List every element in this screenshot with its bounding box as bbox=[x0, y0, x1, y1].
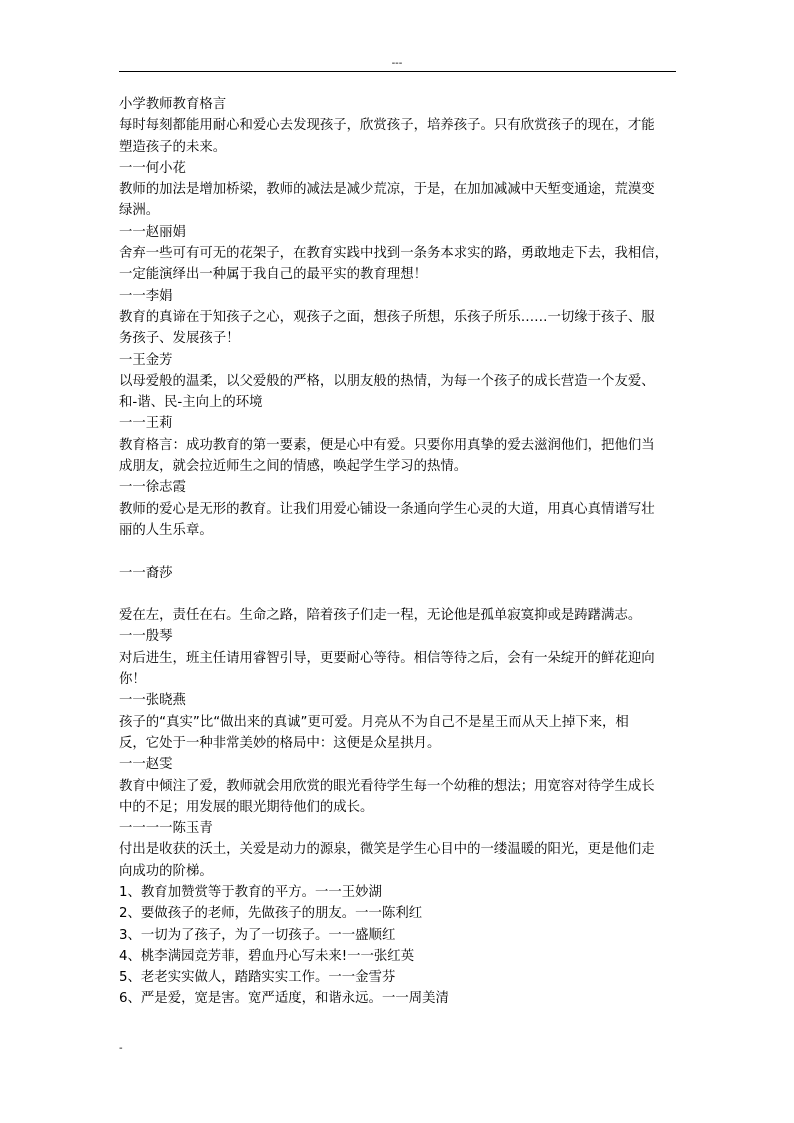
text-line: 一一王莉 bbox=[119, 416, 173, 432]
text-line: 一一张晓燕 bbox=[119, 693, 186, 709]
text-line: 一一赵雯 bbox=[119, 757, 173, 773]
text-line: 教师的爱心是无形的教育。让我们用爱心铺设一条通向学生心灵的大道，用真心真情谱写壮 bbox=[119, 501, 655, 517]
text-line: 一一徐志霞 bbox=[119, 480, 186, 496]
text-line: 付出是收获的沃土，关爱是动力的源泉，微笑是学生心目中的一缕温暖的阳光，更是他们走 bbox=[119, 842, 655, 858]
text-line: 教育中倾注了爱，教师就会用欣赏的眼光看待学生每一个幼稚的想法；用宽容对待学生成长 bbox=[119, 778, 655, 794]
text-line: 塑造孩子的未来。 bbox=[119, 139, 227, 155]
text-line: 中的不足；用发展的眼光期待他们的成长。 bbox=[119, 799, 374, 815]
text-line: 3、一切为了孩子，为了一切孩子。一一盛顺红 bbox=[119, 927, 396, 943]
page-header-mark: --- bbox=[391, 58, 403, 69]
text-line: 一一裔莎 bbox=[119, 565, 173, 581]
text-line: 一一李娟 bbox=[119, 288, 173, 304]
text-line: 5、老老实实做人，踏踏实实工作。一一金雪芬 bbox=[119, 970, 396, 986]
text-line: 孩子的“真实”比“做出来的真诚”更可爱。月亮从不为自己不是星王而从天上掉下来，相 bbox=[119, 714, 629, 730]
text-line: 反，它处于一种非常美妙的格局中：这便是众星拱月。 bbox=[119, 735, 441, 751]
text-line: 1、教育加赞赏等于教育的平方。一一王妙湖 bbox=[119, 884, 382, 900]
text-line: 向成功的阶梯。 bbox=[119, 863, 213, 879]
text-line bbox=[119, 584, 679, 605]
header-rule bbox=[119, 71, 676, 72]
text-line: 4、桃李满园竞芳菲，碧血丹心写未来!一一张红英 bbox=[119, 948, 415, 964]
document-title: 小学教师教育格言 bbox=[119, 97, 227, 112]
text-line: 绿洲。 bbox=[119, 203, 160, 219]
text-line: 对后进生，班主任请用睿智引导，更要耐心等待。相信等待之后，会有一朵绽开的鲜花迎向 bbox=[119, 650, 655, 666]
text-line: 一一何小花 bbox=[119, 160, 186, 176]
text-line: 以母爱般的温柔，以父爱般的严格，以朋友般的热情，为每一个孩子的成长营造一个友爱、 bbox=[119, 373, 655, 389]
text-line: 一一一一陈玉青 bbox=[119, 821, 213, 837]
text-line: 爱在左，责任在右。生命之路，陪着孩子们走一程，无论他是孤单寂寞抑或是踌躇满志。 bbox=[119, 608, 642, 624]
text-line: 每时每刻都能用耐心和爱心去发现孩子，欣赏孩子，培养孩子。只有欣赏孩子的现在，才能 bbox=[119, 118, 655, 134]
text-line: 6、严是爱，宽是害。宽严适度，和谐永远。一一周美清 bbox=[119, 991, 449, 1007]
text-line: 你！ bbox=[119, 672, 146, 688]
text-line: 教师的加法是增加桥梁，教师的减法是减少荒凉，于是，在加加减减中天堑变通途，荒漠变 bbox=[119, 182, 655, 198]
text-line: 舍弃一些可有可无的花架子，在教育实践中找到一条务本求实的路，勇敢地走下去，我相信， bbox=[119, 246, 669, 262]
text-line: 丽的人生乐章。 bbox=[119, 522, 213, 538]
text-line: 务孩子、发展孩子！ bbox=[119, 331, 240, 347]
text-line: 教育格言：成功教育的第一要素，便是心中有爱。只要你用真挚的爱去滋润他们，把他们当 bbox=[119, 437, 655, 453]
text-line: 2、要做孩子的老师，先做孩子的朋友。一一陈利红 bbox=[119, 906, 423, 922]
document-body bbox=[119, 94, 679, 1010]
text-line bbox=[119, 541, 679, 562]
page-footer-mark: - bbox=[119, 1043, 123, 1054]
text-line: 一一赵丽娟 bbox=[119, 224, 186, 240]
text-line: 教育的真谛在于知孩子之心，观孩子之面，想孩子所想，乐孩子所乐……一切缘于孩子、服 bbox=[119, 309, 655, 325]
text-line: 一定能演绎出一种属于我自己的最平实的教育理想！ bbox=[119, 267, 427, 283]
text-line: 一王金芳 bbox=[119, 352, 173, 368]
text-line: 成朋友，就会拉近师生之间的情感，唤起学生学习的热情。 bbox=[119, 459, 468, 475]
text-line: 一一殷琴 bbox=[119, 629, 173, 645]
text-line: 和-谐、民-主向上的环境 bbox=[119, 395, 263, 411]
